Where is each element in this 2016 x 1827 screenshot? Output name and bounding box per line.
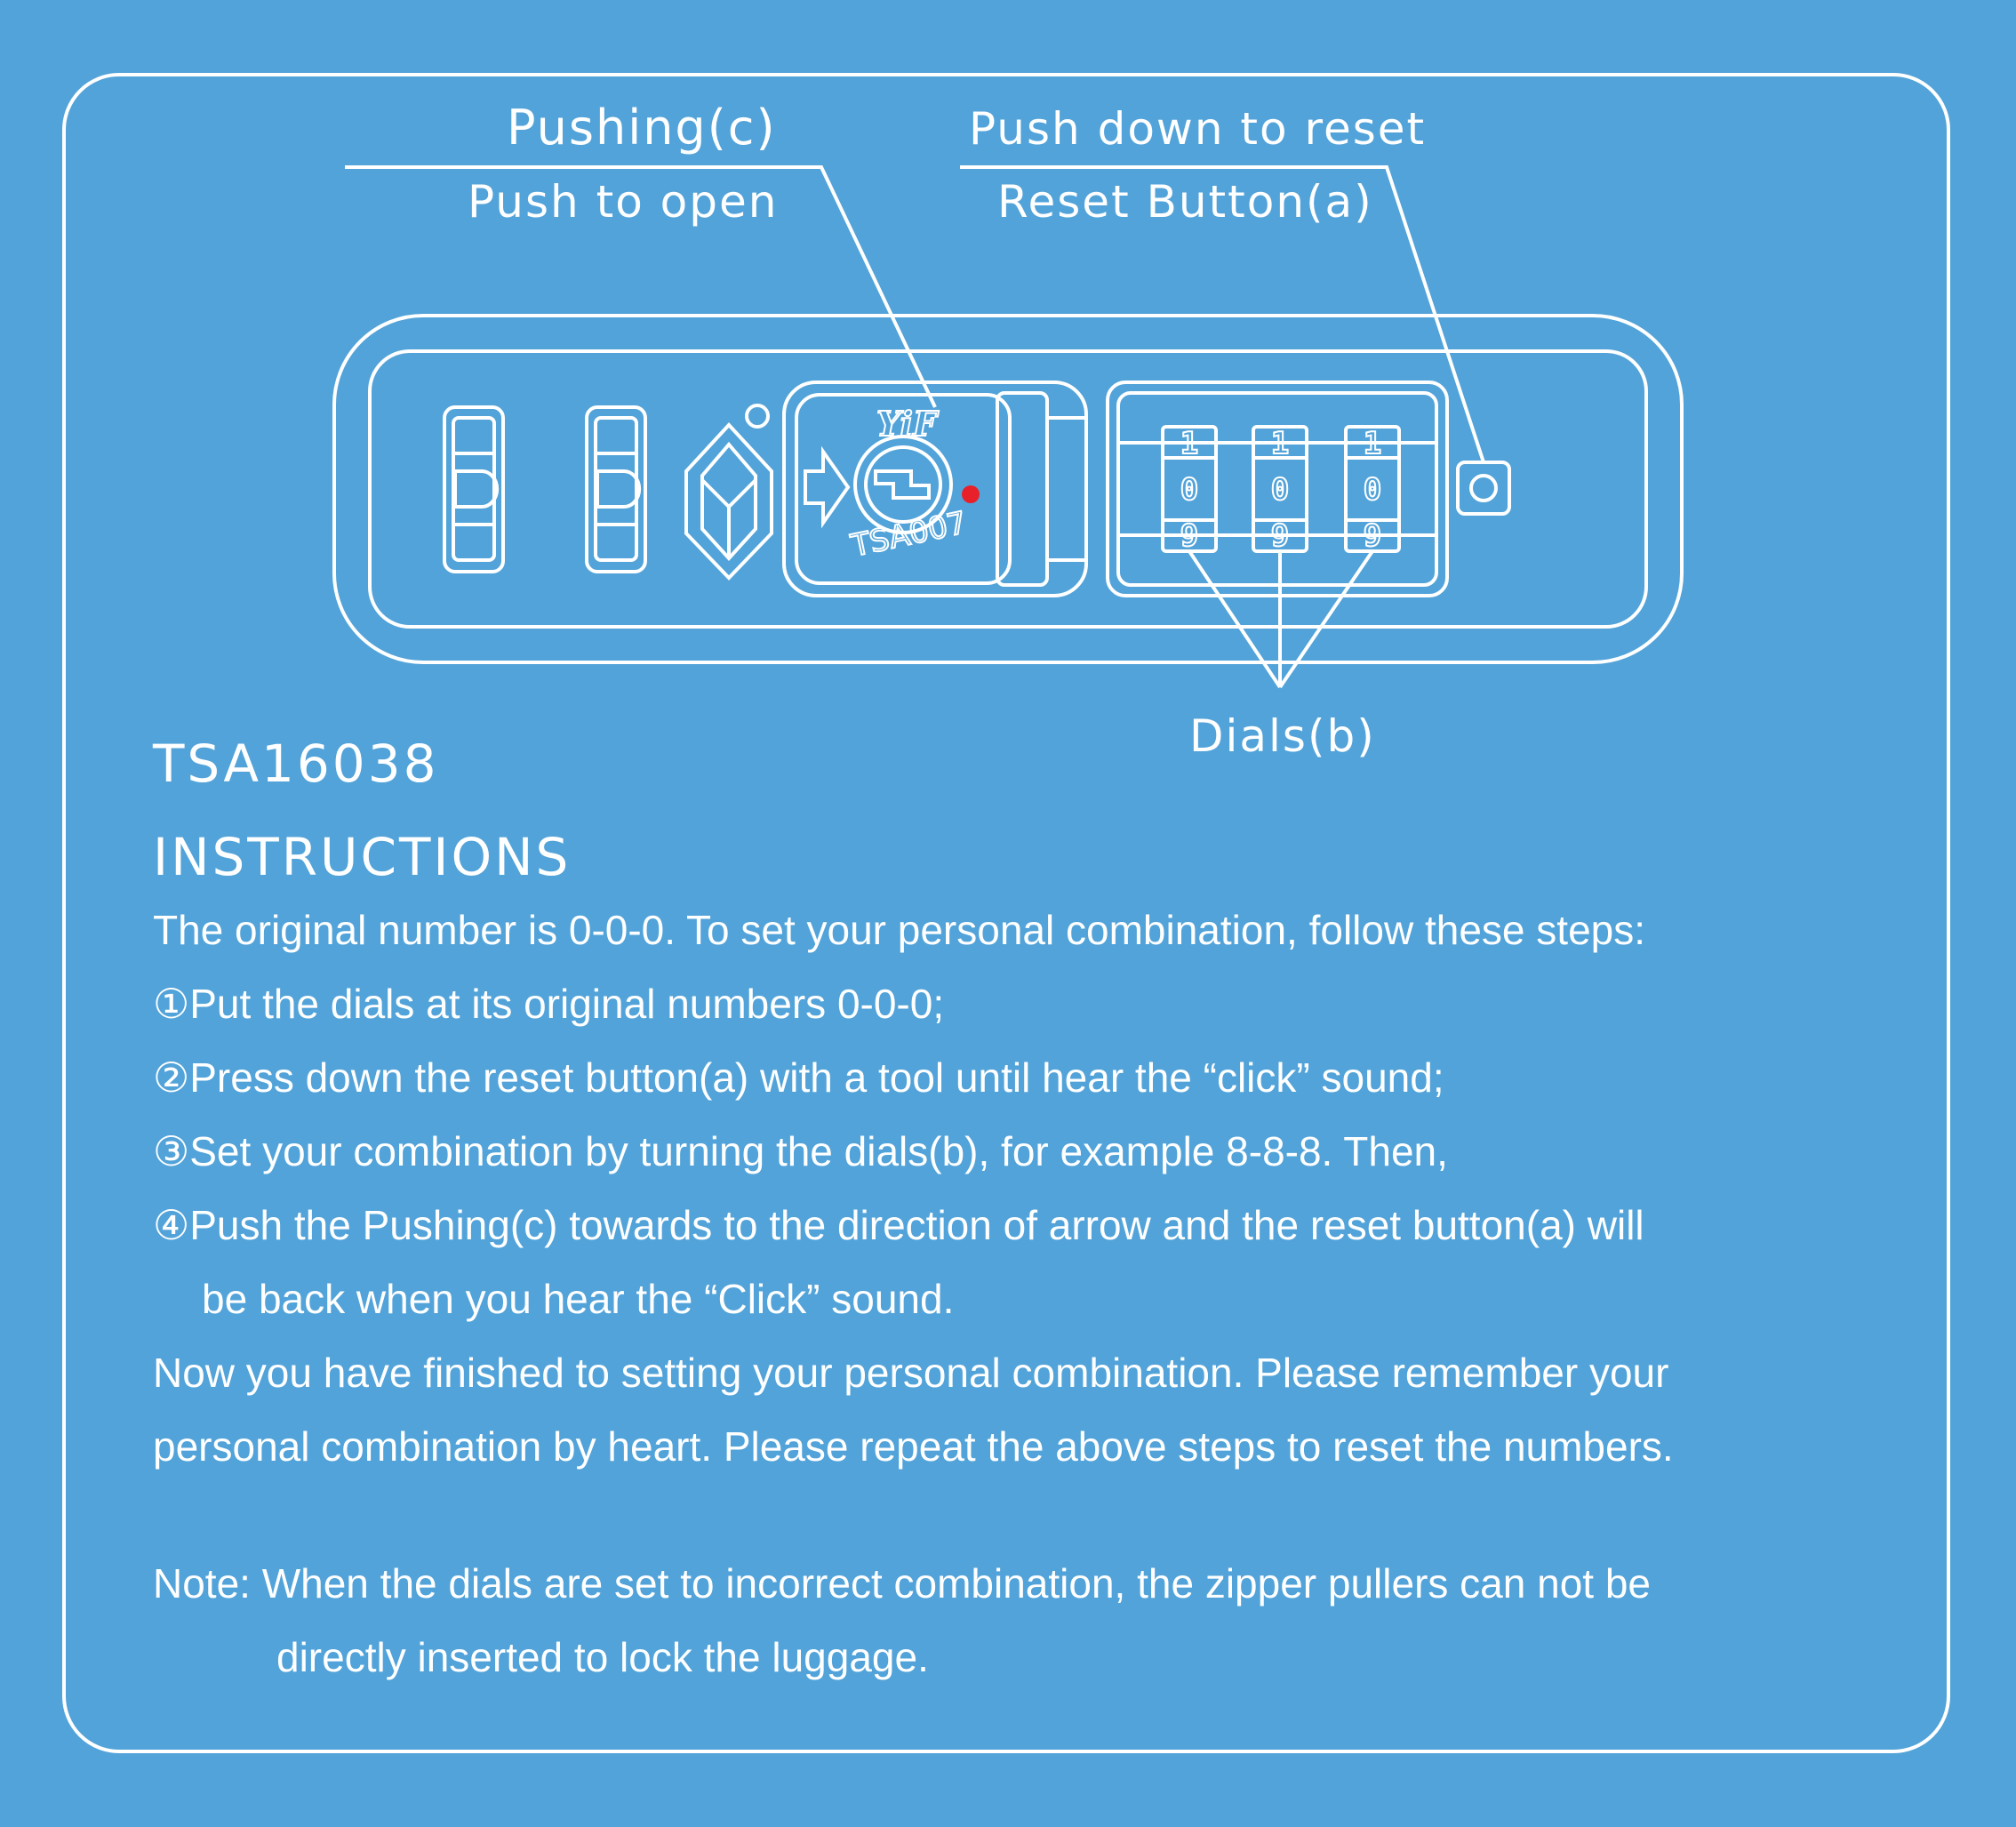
note-line-2: directly inserted to lock the luggage. — [276, 1634, 929, 1680]
finish-text-1: Now you have finished to setting your personal combination. Please remember your — [153, 1350, 1669, 1396]
arrow-icon — [805, 452, 848, 523]
zipper-slot-right — [587, 407, 645, 572]
step-3: ③Set your combination by turning the dials(b), for example 8-8-8. Then, — [153, 1128, 1448, 1174]
dial-2-bottom-digit: 9 — [1270, 518, 1290, 554]
dial-1-bottom-digit: 9 — [1180, 518, 1199, 554]
reset-button — [1458, 462, 1509, 514]
intro-text: The original number is 0-0-0. To set your personal combination, follow these steps: — [153, 907, 1646, 953]
label-reset-button: Reset Button(a) — [997, 176, 1373, 228]
dial-3-mid-digit: 0 — [1363, 472, 1382, 508]
dial-1-top-digit: 1 — [1180, 426, 1199, 461]
finish-text-2: personal combination by heart. Please repeat the above steps to reset the numbers. — [153, 1423, 1674, 1470]
dials-leader-1 — [1189, 551, 1280, 687]
note-block — [153, 1547, 1651, 1695]
step-4: ④Push the Pushing(c) towards to the direction of arrow and the reset button(a) will — [153, 1202, 1644, 1248]
lock-diagram — [0, 0, 2016, 800]
instructions-heading: INSTRUCTIONS — [153, 827, 572, 887]
dial-3-bottom-digit: 9 — [1363, 518, 1382, 554]
label-dials: Dials(b) — [1189, 710, 1376, 762]
instructions-body — [153, 893, 1674, 1484]
tsa-logo — [686, 405, 772, 578]
dials-leader-3 — [1280, 551, 1372, 687]
note-line-1: Note: When the dials are set to incorrect combination, the zipper pullers can not be — [153, 1560, 1652, 1607]
label-pushing: Pushing(c) — [507, 100, 777, 156]
zipper-slot-left — [444, 407, 503, 572]
lock-model-code: TSA007 — [848, 505, 971, 565]
label-push-to-open: Push to open — [468, 176, 779, 228]
label-push-down-reset: Push down to reset — [969, 103, 1427, 155]
step-4-continued: be back when you hear the “Click” sound. — [202, 1276, 955, 1322]
step-1: ①Put the dials at its original numbers 0-0-0; — [153, 981, 945, 1027]
model-number: TSA16038 — [153, 733, 439, 794]
dial-2-top-digit: 1 — [1270, 426, 1290, 461]
dial-3-top-digit: 1 — [1363, 426, 1382, 461]
dial-2-mid-digit: 0 — [1270, 472, 1290, 508]
dial-1-mid-digit: 0 — [1180, 472, 1199, 508]
step-2: ②Press down the reset button(a) with a tool until hear the “click” sound; — [153, 1054, 1444, 1101]
brand-logo-text: YiF — [876, 404, 937, 444]
red-indicator-dot — [962, 485, 980, 503]
